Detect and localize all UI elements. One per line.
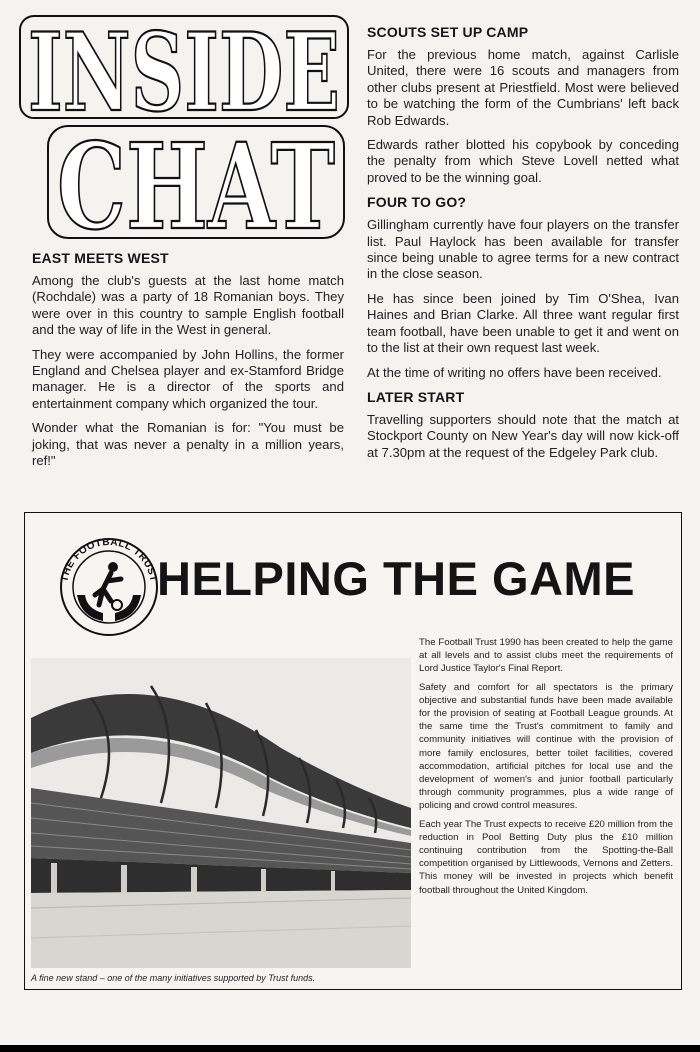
masthead-logo — [18, 14, 350, 244]
right-column-articles — [367, 22, 679, 469]
article-paragraph: Wonder what the Romanian is for: "You must be joking, that was never a penalty in a million years, ref!" — [32, 420, 344, 469]
helping-the-game-headline: HELPING THE GAME — [157, 552, 636, 605]
article-heading: LATER START — [367, 388, 465, 405]
article-paragraph: Gillingham currently have four players on the transfer list. Paul Haylock has been available for transfer since being unable to agree terms for a new contract in the close season. — [367, 217, 679, 282]
article-heading: EAST MEETS WEST — [32, 250, 169, 266]
article-heading: FOUR TO GO? — [367, 194, 467, 211]
football-trust-copy — [419, 636, 673, 902]
masthead-line2: CHAT — [57, 117, 335, 244]
trust-paragraph: Safety and comfort for all spectators is the primary objective and substantial funds have been made available for the provision of seating at Football League grounds. At the same time the Trust's commitment to family and community initiatives will continue with the provision of more family enclosures, better toilet facilities, covered accommodation, artificial pitches for local use and the development of women's and junior football particularly through community programmes, plus a wide range of policing and crowd control measures. — [419, 681, 673, 812]
masthead-line1: INSIDE — [28, 14, 340, 136]
article-paragraph: At the time of writing no offers have been received. — [367, 364, 662, 380]
east-meets-west-article — [32, 250, 344, 477]
inside-chat-masthead — [18, 14, 350, 244]
article-heading: SCOUTS SET UP CAMP — [367, 24, 529, 40]
stadium-stand-image — [31, 658, 411, 968]
article-paragraph: Among the club's guests at the last home match (Rochdale) was a party of 18 Romanian boys. They were over in this country to sample English football and the way of life in the West in general. — [32, 273, 344, 338]
page-bottom-bar — [0, 1045, 700, 1052]
article-paragraph: Edwards rather blotted his copybook by conceding the penalty from which Steve Lovell netted what proved to be the winning goal. — [367, 137, 679, 185]
trust-paragraph: Each year The Trust expects to receive £20 million from the reduction in Pool Betting Duty plus the £10 million continuing contribution from the Spotting-the-Ball competition organised by Littlewoods, Vernons and Zetters. This money will be invested in projects which benefit football throughout the United Kingdom. — [419, 818, 673, 896]
article-paragraph: For the previous home match, against Carlisle United, there were 16 scouts and managers from other clubs present at Priestfield. Most were believed to be watching the form of the Cumbrians' left back Rob Edwards. — [367, 47, 679, 128]
football-trust-emblem-icon — [51, 525, 167, 641]
article-paragraph: He has since been joined by Tim O'Shea, Ivan Haines and Brian Clarke. All three want regular first team football, have been unable to get it and went on to the list at their own request last week. — [367, 290, 679, 356]
photo-caption: A fine new stand – one of the many initiatives supported by Trust funds. — [31, 973, 316, 983]
svg-text:THE FOOTBALL TRUST: THE FOOTBALL TRUST — [59, 536, 159, 583]
article-paragraph: They were accompanied by John Hollins, the former England and Chelsea player and ex-Stamford Bridge manager. He is a director of the sports and entertainment company which organized the tour. — [32, 346, 344, 411]
trust-paragraph: The Football Trust 1990 has been created to help the game at all levels and to assist clubs meet the requirements of Lord Justice Taylor's Final Report. — [419, 637, 673, 675]
football-trust-advert — [24, 512, 682, 990]
stadium-photo — [31, 658, 411, 968]
article-paragraph: Travelling supporters should note that the match at Stockport County on New Year's day will now kick-off at 7.30pm at the request of the Edgeley Park club. — [367, 411, 679, 460]
football-trust-logo — [51, 525, 167, 641]
